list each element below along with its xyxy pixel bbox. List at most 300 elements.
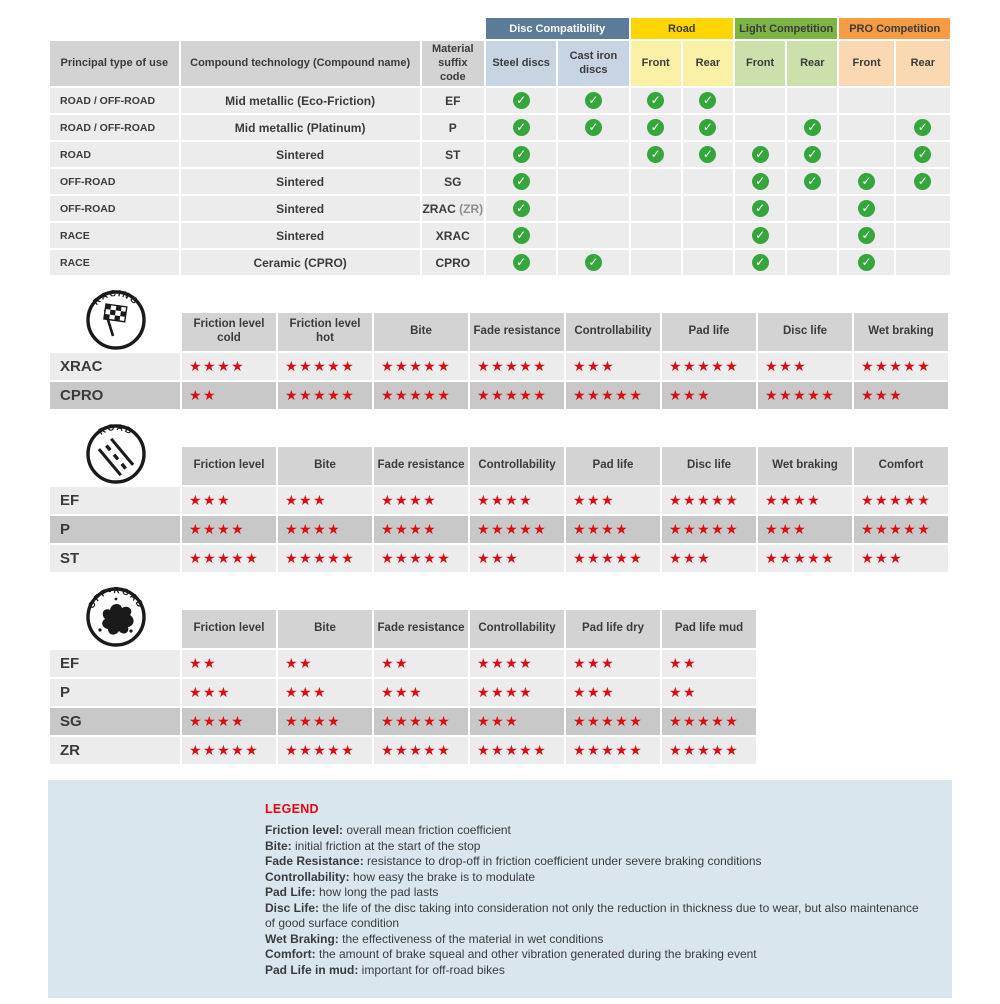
star-rating-3-of-5: ★★★ xyxy=(861,387,904,404)
compatibility-cell-empty xyxy=(839,115,893,140)
rating-cell xyxy=(278,737,372,764)
compatibility-cell-empty xyxy=(839,88,893,113)
rating-cell xyxy=(470,353,564,380)
rating-cell xyxy=(758,545,852,572)
star-rating-4-of-5: ★★★★ xyxy=(477,655,534,672)
column-header: Rear xyxy=(896,41,950,86)
rating-row-zr xyxy=(50,737,756,764)
compound-technology-cell: Sintered xyxy=(181,223,420,248)
rating-cell xyxy=(662,650,756,677)
compatibility-cell-checked xyxy=(631,142,681,167)
check-circle-icon: ✓ xyxy=(699,119,716,136)
check-circle-icon: ✓ xyxy=(752,227,769,244)
compatibility-cell-empty xyxy=(683,223,733,248)
suffix-code-cell: ST xyxy=(422,142,484,167)
check-circle-icon: ✓ xyxy=(647,119,664,136)
check-circle-icon: ✓ xyxy=(858,200,875,217)
rating-cell xyxy=(182,516,276,543)
rating-cell xyxy=(470,487,564,514)
group-header-row xyxy=(50,18,950,39)
compatibility-cell-checked xyxy=(486,250,556,275)
star-rating-5-of-5: ★★★★★ xyxy=(477,358,548,375)
compatibility-cell-empty xyxy=(631,196,681,221)
compatibility-cell-empty xyxy=(683,169,733,194)
star-rating-4-of-5: ★★★★ xyxy=(477,492,534,509)
icon-ring xyxy=(88,426,144,482)
star-rating-5-of-5: ★★★★★ xyxy=(381,387,452,404)
rating-cell xyxy=(182,737,276,764)
legend-term: Fade Resistance: xyxy=(265,854,364,869)
star-rating-5-of-5: ★★★★★ xyxy=(765,387,836,404)
rating-cell xyxy=(278,353,372,380)
group-header-disc: Disc Compatibility xyxy=(486,18,629,39)
star-rating-4-of-5: ★★★★ xyxy=(381,492,438,509)
rating-cell xyxy=(758,353,852,380)
star-rating-3-of-5: ★★★ xyxy=(477,713,520,730)
check-circle-icon: ✓ xyxy=(752,146,769,163)
metric-header: Pad life xyxy=(662,313,756,351)
star-rating-5-of-5: ★★★★★ xyxy=(765,550,836,567)
compound-code-label: P xyxy=(50,679,180,706)
metric-header: Fade resistance xyxy=(374,447,468,485)
check-circle-icon: ✓ xyxy=(914,119,931,136)
legend-entry: Controllability: how easy the brake is to modulate xyxy=(265,869,536,884)
column-header-row xyxy=(50,41,950,86)
compound-code-label: XRAC xyxy=(50,353,180,380)
star-rating-2-of-5: ★★ xyxy=(189,655,218,672)
rating-cell xyxy=(854,382,948,409)
rating-cell xyxy=(278,382,372,409)
metric-header: Disc life xyxy=(662,447,756,485)
star-rating-5-of-5: ★★★★★ xyxy=(861,492,932,509)
star-rating-4-of-5: ★★★★ xyxy=(573,521,630,538)
compound-code-label: EF xyxy=(50,650,180,677)
rating-cell xyxy=(470,708,564,735)
rating-cell xyxy=(854,545,948,572)
check-circle-icon: ✓ xyxy=(804,173,821,190)
rating-cell xyxy=(662,545,756,572)
compat-row-p xyxy=(50,115,950,140)
compatibility-cell-empty xyxy=(787,88,837,113)
rating-cell xyxy=(566,516,660,543)
compatibility-cell-empty xyxy=(631,250,681,275)
compound-code-label: ZR xyxy=(50,737,180,764)
rating-cell xyxy=(374,487,468,514)
principal-use-cell: OFF-ROAD xyxy=(50,196,179,221)
check-circle-icon: ✓ xyxy=(647,92,664,109)
rating-cell xyxy=(182,382,276,409)
star-rating-4-of-5: ★★★★ xyxy=(189,713,246,730)
compatibility-cell-empty xyxy=(896,250,950,275)
compat-row-ef xyxy=(50,88,950,113)
offroad-ratings-table xyxy=(48,608,758,766)
group-header-spacer xyxy=(50,18,484,39)
compound-technology-cell: Sintered xyxy=(181,169,420,194)
compatibility-cell-empty xyxy=(787,250,837,275)
rating-row-st xyxy=(50,545,948,572)
column-header: Front xyxy=(631,41,681,86)
compat-row-xrac xyxy=(50,223,950,248)
compound-code-label: EF xyxy=(50,487,180,514)
compat-row-zrac xyxy=(50,196,950,221)
legend-term: Disc Life: xyxy=(265,900,320,915)
compatibility-cell-checked xyxy=(735,196,785,221)
compatibility-cell-checked xyxy=(787,169,837,194)
principal-use-cell: RACE xyxy=(50,223,179,248)
legend-term: Pad Life: xyxy=(265,885,316,900)
compatibility-cell-checked xyxy=(839,223,893,248)
star-rating-2-of-5: ★★ xyxy=(381,655,410,672)
metric-header: Friction level hot xyxy=(278,313,372,351)
rating-cell xyxy=(374,737,468,764)
star-rating-3-of-5: ★★★ xyxy=(573,358,616,375)
compound-code-label: P xyxy=(50,516,180,543)
star-rating-3-of-5: ★★★ xyxy=(861,550,904,567)
compatibility-cell-checked xyxy=(486,196,556,221)
rating-cell xyxy=(566,382,660,409)
rating-header-row xyxy=(50,313,948,351)
rating-cell xyxy=(374,353,468,380)
star-rating-5-of-5: ★★★★★ xyxy=(669,742,740,759)
rating-row-sg xyxy=(50,708,756,735)
rating-cell xyxy=(182,487,276,514)
compatibility-cell-checked xyxy=(558,88,628,113)
legend-title: LEGEND xyxy=(265,802,319,817)
rating-cell xyxy=(470,650,564,677)
check-circle-icon: ✓ xyxy=(513,92,530,109)
compatibility-cell-empty xyxy=(735,115,785,140)
compatibility-cell-checked xyxy=(683,142,733,167)
principal-use-cell: ROAD / OFF-ROAD xyxy=(50,115,179,140)
check-circle-icon: ✓ xyxy=(513,227,530,244)
rating-cell xyxy=(374,708,468,735)
legend-term: Comfort: xyxy=(265,947,316,962)
column-header: Compound technology (Compound name) xyxy=(181,41,420,86)
compatibility-cell-checked xyxy=(486,88,556,113)
compound-code-label: SG xyxy=(50,708,180,735)
principal-use-cell: OFF-ROAD xyxy=(50,169,179,194)
rating-cell xyxy=(182,545,276,572)
star-rating-5-of-5: ★★★★★ xyxy=(189,742,260,759)
star-rating-3-of-5: ★★★ xyxy=(285,684,328,701)
star-rating-5-of-5: ★★★★★ xyxy=(573,713,644,730)
rating-cell xyxy=(662,737,756,764)
column-header: Rear xyxy=(787,41,837,86)
metric-header: Pad life dry xyxy=(566,610,660,648)
suffix-code-cell: ZRAC (ZR) xyxy=(422,196,484,221)
rating-cell xyxy=(374,382,468,409)
compound-code-label: CPRO xyxy=(50,382,180,409)
rating-row-ef xyxy=(50,650,756,677)
star-rating-5-of-5: ★★★★★ xyxy=(573,387,644,404)
compatibility-cell-checked xyxy=(486,142,556,167)
rating-cell xyxy=(566,353,660,380)
suffix-code-cell: P xyxy=(422,115,484,140)
compat-row-sg xyxy=(50,169,950,194)
star-rating-4-of-5: ★★★★ xyxy=(285,521,342,538)
check-circle-icon: ✓ xyxy=(858,227,875,244)
star-rating-5-of-5: ★★★★★ xyxy=(381,550,452,567)
metric-header: Bite xyxy=(374,313,468,351)
compatibility-cell-checked xyxy=(896,115,950,140)
star-rating-5-of-5: ★★★★★ xyxy=(189,550,260,567)
compound-technology-cell: Ceramic (CPRO) xyxy=(181,250,420,275)
rating-cell xyxy=(182,353,276,380)
compatibility-cell-empty xyxy=(558,142,628,167)
compatibility-cell-checked xyxy=(839,169,893,194)
column-header: Front xyxy=(735,41,785,86)
rating-row-p xyxy=(50,516,948,543)
rating-cell xyxy=(854,516,948,543)
star-rating-3-of-5: ★★★ xyxy=(765,358,808,375)
star-rating-3-of-5: ★★★ xyxy=(669,550,712,567)
check-circle-icon: ✓ xyxy=(647,146,664,163)
rating-cell xyxy=(278,708,372,735)
rating-cell xyxy=(566,487,660,514)
check-circle-icon: ✓ xyxy=(804,146,821,163)
star-rating-5-of-5: ★★★★★ xyxy=(381,358,452,375)
star-rating-4-of-5: ★★★★ xyxy=(381,521,438,538)
star-rating-3-of-5: ★★★ xyxy=(285,492,328,509)
star-rating-3-of-5: ★★★ xyxy=(381,684,424,701)
star-rating-3-of-5: ★★★ xyxy=(189,492,232,509)
rating-cell xyxy=(182,708,276,735)
compat-row-cpro xyxy=(50,250,950,275)
check-circle-icon: ✓ xyxy=(699,146,716,163)
road-ratings-table xyxy=(48,445,950,574)
compatibility-cell-checked xyxy=(787,142,837,167)
offroad-icon xyxy=(85,586,147,648)
star-rating-5-of-5: ★★★★★ xyxy=(861,521,932,538)
rating-cell xyxy=(662,487,756,514)
rating-cell xyxy=(566,650,660,677)
legend-term: Friction level: xyxy=(265,823,344,838)
legend-entry: Bite: initial friction at the start of the stop xyxy=(265,838,481,853)
rating-cell xyxy=(662,382,756,409)
compatibility-cell-empty xyxy=(683,250,733,275)
legend-term: Pad Life in mud: xyxy=(265,962,359,977)
metric-header: Bite xyxy=(278,610,372,648)
metric-header: Pad life mud xyxy=(662,610,756,648)
rating-cell xyxy=(278,516,372,543)
rating-cell xyxy=(662,353,756,380)
compatibility-cell-checked xyxy=(896,142,950,167)
star-rating-5-of-5: ★★★★★ xyxy=(669,521,740,538)
rating-row-p xyxy=(50,679,756,706)
compatibility-cell-checked xyxy=(735,142,785,167)
compatibility-cell-empty xyxy=(896,223,950,248)
offroad-label: OFF-ROAD xyxy=(85,586,147,611)
metric-header: Disc life xyxy=(758,313,852,351)
compat-row-st xyxy=(50,142,950,167)
rating-cell xyxy=(470,545,564,572)
compatibility-cell-checked xyxy=(839,196,893,221)
compatibility-cell-checked xyxy=(787,115,837,140)
metric-header: Fade resistance xyxy=(470,313,564,351)
rating-cell xyxy=(758,487,852,514)
star-rating-3-of-5: ★★★ xyxy=(765,521,808,538)
suffix-code-cell: EF xyxy=(422,88,484,113)
star-rating-5-of-5: ★★★★★ xyxy=(285,550,356,567)
compatibility-cell-checked xyxy=(631,115,681,140)
compatibility-cell-empty xyxy=(735,88,785,113)
legend-panel xyxy=(48,780,952,998)
rating-cell xyxy=(566,545,660,572)
star-rating-2-of-5: ★★ xyxy=(669,655,698,672)
check-circle-icon: ✓ xyxy=(513,146,530,163)
compatibility-cell-checked xyxy=(631,88,681,113)
group-header-road: Road xyxy=(631,18,733,39)
check-circle-icon: ✓ xyxy=(585,92,602,109)
star-rating-2-of-5: ★★ xyxy=(285,655,314,672)
metric-header: Controllability xyxy=(470,447,564,485)
check-circle-icon: ✓ xyxy=(752,254,769,271)
rating-cell xyxy=(662,516,756,543)
check-circle-icon: ✓ xyxy=(585,119,602,136)
metric-header: Friction level xyxy=(182,610,276,648)
metric-header: Fade resistance xyxy=(374,610,468,648)
check-circle-icon: ✓ xyxy=(752,173,769,190)
star-rating-3-of-5: ★★★ xyxy=(573,684,616,701)
rating-cell xyxy=(278,650,372,677)
check-circle-icon: ✓ xyxy=(858,173,875,190)
compound-technology-cell: Sintered xyxy=(181,196,420,221)
principal-use-cell: RACE xyxy=(50,250,179,275)
suffix-code-cell: CPRO xyxy=(422,250,484,275)
check-circle-icon: ✓ xyxy=(585,254,602,271)
road-label: ROAD xyxy=(96,423,136,438)
column-header: Steel discs xyxy=(486,41,556,86)
rating-cell xyxy=(182,650,276,677)
legend-entries xyxy=(265,823,922,978)
star-rating-2-of-5: ★★ xyxy=(669,684,698,701)
compatibility-cell-empty xyxy=(631,169,681,194)
compatibility-cell-checked xyxy=(735,169,785,194)
compatibility-cell-empty xyxy=(896,88,950,113)
metric-header: Pad life xyxy=(566,447,660,485)
svg-text:RACING xyxy=(91,289,141,307)
star-rating-4-of-5: ★★★★ xyxy=(189,358,246,375)
compound-technology-cell: Mid metallic (Platinum) xyxy=(181,115,420,140)
metric-header: Wet braking xyxy=(758,447,852,485)
check-circle-icon: ✓ xyxy=(513,119,530,136)
checkered-flag-icon xyxy=(104,304,127,336)
rating-cell xyxy=(374,679,468,706)
offroad-section xyxy=(48,586,952,766)
compatibility-cell-empty xyxy=(631,223,681,248)
compatibility-cell-checked xyxy=(735,223,785,248)
rating-cell xyxy=(278,545,372,572)
legend-term: Controllability: xyxy=(265,869,350,884)
star-rating-5-of-5: ★★★★★ xyxy=(381,713,452,730)
rating-cell xyxy=(374,650,468,677)
metric-header: Controllability xyxy=(566,313,660,351)
rating-cell xyxy=(470,382,564,409)
check-circle-icon: ✓ xyxy=(752,200,769,217)
rating-cell xyxy=(374,516,468,543)
compatibility-cell-empty xyxy=(787,223,837,248)
check-circle-icon: ✓ xyxy=(513,173,530,190)
rating-cell xyxy=(470,516,564,543)
legend-entry: Fade Resistance: resistance to drop-off in friction coefficient under severe braking conditions xyxy=(265,854,762,869)
legend-entry: Comfort: the amount of brake squeal and other vibration generated during the braking event xyxy=(265,947,757,962)
star-rating-3-of-5: ★★★ xyxy=(573,655,616,672)
column-header: Cast iron discs xyxy=(558,41,628,86)
rating-cell xyxy=(758,516,852,543)
rating-row-ef xyxy=(50,487,948,514)
compatibility-cell-checked xyxy=(839,250,893,275)
star-rating-5-of-5: ★★★★★ xyxy=(669,492,740,509)
compatibility-cell-empty xyxy=(558,223,628,248)
rating-cell xyxy=(662,679,756,706)
legend-entry: Pad Life: how long the pad lasts xyxy=(265,885,439,900)
check-circle-icon: ✓ xyxy=(914,146,931,163)
metric-header: Bite xyxy=(278,447,372,485)
compatibility-cell-empty xyxy=(558,196,628,221)
compound-code-label: ST xyxy=(50,545,180,572)
rating-cell xyxy=(470,737,564,764)
star-rating-5-of-5: ★★★★★ xyxy=(861,358,932,375)
star-rating-4-of-5: ★★★★ xyxy=(189,521,246,538)
star-rating-5-of-5: ★★★★★ xyxy=(285,742,356,759)
racing-section xyxy=(48,289,952,411)
rating-cell xyxy=(182,679,276,706)
rating-row-cpro xyxy=(50,382,948,409)
suffix-code-cell: SG xyxy=(422,169,484,194)
star-rating-5-of-5: ★★★★★ xyxy=(573,742,644,759)
compatibility-cell-checked xyxy=(558,250,628,275)
column-header: Material suffix code xyxy=(422,41,484,86)
legend-entry: Pad Life in mud: important for off-road bikes xyxy=(265,962,505,977)
star-rating-5-of-5: ★★★★★ xyxy=(573,550,644,567)
metric-header: Controllability xyxy=(470,610,564,648)
rating-header-row xyxy=(50,447,948,485)
check-circle-icon: ✓ xyxy=(513,254,530,271)
check-circle-icon: ✓ xyxy=(804,119,821,136)
compatibility-cell-checked xyxy=(683,115,733,140)
check-circle-icon: ✓ xyxy=(513,200,530,217)
legend-entry: Friction level: overall mean friction coefficient xyxy=(265,823,511,838)
road-section xyxy=(48,423,952,574)
metric-header: Wet braking xyxy=(854,313,948,351)
star-rating-5-of-5: ★★★★★ xyxy=(669,713,740,730)
star-rating-4-of-5: ★★★★ xyxy=(477,684,534,701)
star-rating-3-of-5: ★★★ xyxy=(669,387,712,404)
legend-entry: Disc Life: the life of the disc taking into consideration not only the reduction in thickness due to wear, but also maintenance of good surface condition xyxy=(265,900,919,931)
rating-cell xyxy=(566,737,660,764)
check-circle-icon: ✓ xyxy=(914,173,931,190)
rating-cell xyxy=(854,487,948,514)
check-circle-icon: ✓ xyxy=(858,254,875,271)
compound-technology-cell: Mid metallic (Eco-Friction) xyxy=(181,88,420,113)
star-rating-3-of-5: ★★★ xyxy=(573,492,616,509)
star-rating-2-of-5: ★★ xyxy=(189,387,218,404)
compatibility-cell-checked xyxy=(735,250,785,275)
column-header: Rear xyxy=(683,41,733,86)
star-rating-5-of-5: ★★★★★ xyxy=(477,387,548,404)
star-rating-5-of-5: ★★★★★ xyxy=(669,358,740,375)
rating-cell xyxy=(278,679,372,706)
compatibility-cell-checked xyxy=(683,88,733,113)
suffix-code-cell: XRAC xyxy=(422,223,484,248)
star-rating-5-of-5: ★★★★★ xyxy=(285,358,356,375)
rating-cell xyxy=(374,545,468,572)
rating-cell xyxy=(662,708,756,735)
star-rating-5-of-5: ★★★★★ xyxy=(381,742,452,759)
racing-label: RACING xyxy=(91,289,141,308)
star-rating-5-of-5: ★★★★★ xyxy=(285,387,356,404)
column-header: Front xyxy=(839,41,893,86)
